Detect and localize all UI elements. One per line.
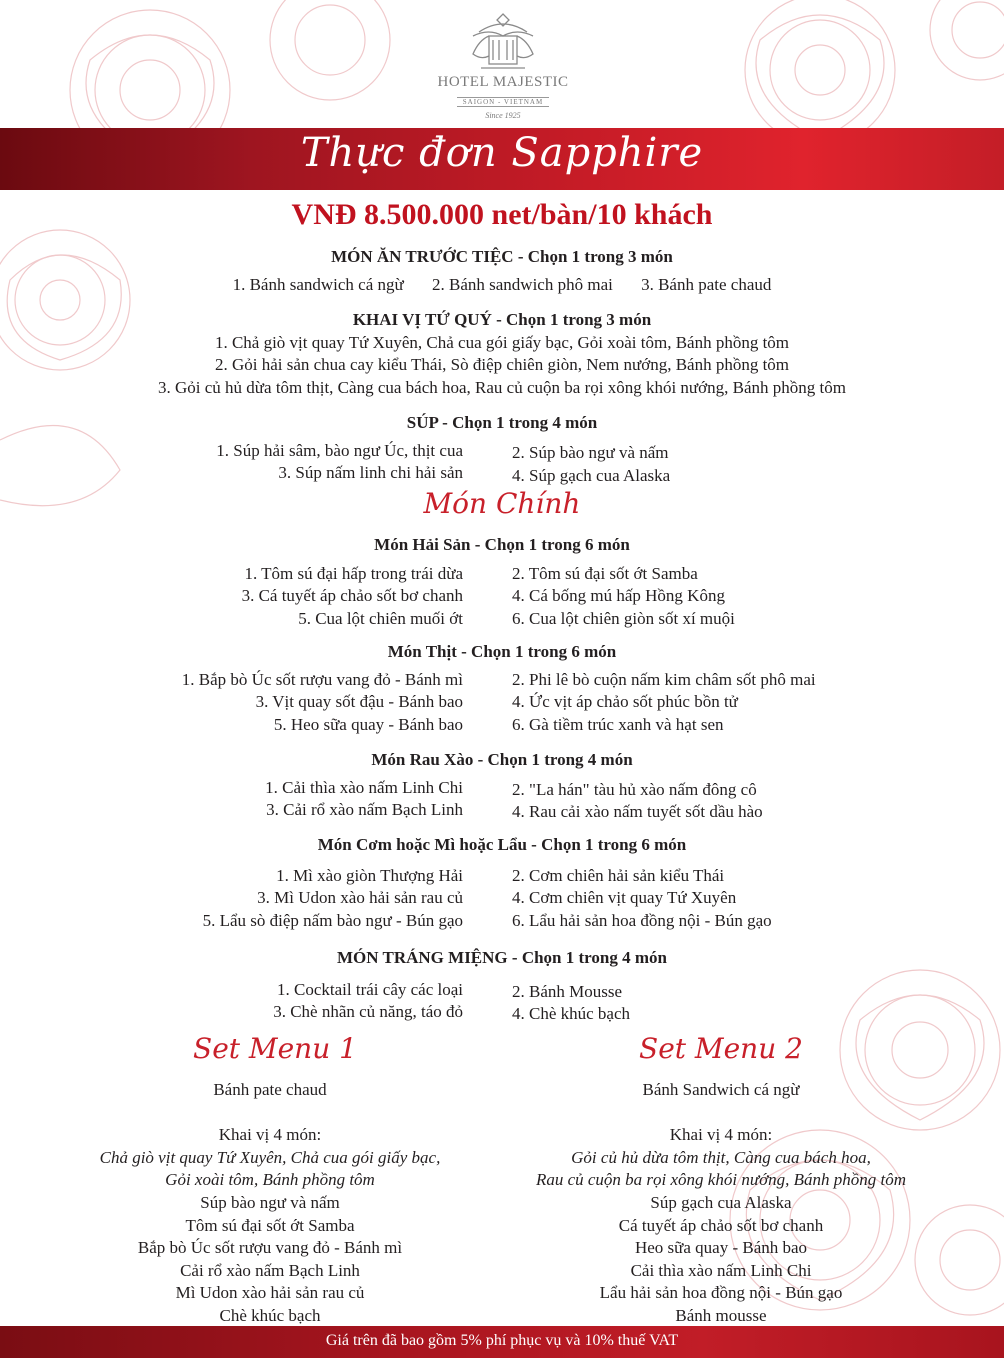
set-starter-line: Gỏi xoài tôm, Bánh phồng tôm xyxy=(165,1170,375,1190)
list-item: 3. Cá tuyết áp chảo sốt bơ chanh xyxy=(241,586,463,605)
choice-text: - Chọn 1 trong 3 món xyxy=(513,247,673,266)
set-item: Mì Udon xào hải sản rau củ xyxy=(175,1283,365,1303)
set-item: Súp gạch cua Alaska xyxy=(650,1192,792,1212)
hotel-name: HOTEL MAJESTIC xyxy=(437,74,569,90)
heading-text: MÓN TRÁNG MIỆNG xyxy=(337,948,508,967)
hotel-location: SAIGON - VIETNAM xyxy=(457,97,549,107)
list-item: 3. Chè nhãn củ năng, táo đỏ xyxy=(273,1002,463,1021)
set-item: Bánh mousse xyxy=(675,1305,767,1325)
main-course-title: Món Chính xyxy=(423,487,581,520)
list-item: 3. Bánh pate chaud xyxy=(641,275,772,294)
choice-text: - Chọn 1 trong 4 món xyxy=(437,413,598,432)
spacer xyxy=(35,1102,505,1125)
choice-text: - Chọn 1 trong 6 món xyxy=(470,535,630,554)
appetizer-items xyxy=(0,275,1004,295)
set-item: Bánh Sandwich cá ngừ xyxy=(642,1080,800,1099)
set-starter-line: Chả giò vịt quay Tứ Xuyên, Chả cua gói giấy bạc, xyxy=(99,1147,441,1167)
set-item: Bắp bò Úc sốt rượu vang đỏ - Bánh mì xyxy=(137,1238,403,1258)
set-starter-line: Rau củ cuộn ba rọi xông khói nướng, Bánh phồng tôm xyxy=(535,1170,907,1190)
heading-text: Món Thịt xyxy=(387,642,457,661)
list-item: 3. Vịt quay sốt đậu - Bánh bao xyxy=(255,692,463,711)
list-item: 6. Lẩu hải sản hoa đồng nội - Bún gạo xyxy=(512,911,772,930)
set-starter-line: Gỏi củ hủ dừa tôm thịt, Càng cua bách hoa, xyxy=(571,1147,871,1167)
list-item: 1. Mì xào giòn Thượng Hải xyxy=(276,866,463,885)
set-item: Cá tuyết áp chảo sốt bơ chanh xyxy=(618,1215,824,1235)
list-item: 5. Cua lột chiên muối ớt xyxy=(298,609,463,628)
list-item: 2. Gỏi hải sản chua cay kiểu Thái, Sò điệp chiên giòn, Nem nướng, Bánh phồng tôm xyxy=(214,355,790,374)
set-starter-label: Khai vị 4 món: xyxy=(218,1125,322,1145)
hotel-since: Since 1925 xyxy=(485,111,521,120)
list-item: 4. Rau cải xào nấm tuyết sốt dầu hào xyxy=(512,802,763,821)
set-item: Tôm sú đại sốt ớt Samba xyxy=(185,1215,355,1235)
choice-text: - Chọn 1 trong 4 món xyxy=(507,948,667,967)
section-heading-rice-noodle-hotpot xyxy=(0,835,1004,855)
footer-note: Giá trên đã bao gồm 5% phí phục vụ và 10% thuế VAT xyxy=(325,1332,679,1349)
list-item: 1. Cải thìa xào nấm Linh Chi xyxy=(265,778,463,797)
list-item: 2. Bánh Mousse xyxy=(512,982,623,1001)
hotel-logo xyxy=(430,10,576,120)
set-menu-1-title: Set Menu 1 xyxy=(193,1032,357,1065)
list-item: 2. Phi lê bò cuộn nấm kim châm sốt phô mai xyxy=(512,670,816,689)
section-heading-meat xyxy=(0,642,1004,662)
heading-text: KHAI VỊ TỨ QUÝ xyxy=(352,310,492,329)
list-item: 2. Súp bào ngư và nấm xyxy=(512,443,669,462)
heading-text: SÚP xyxy=(406,413,438,432)
section-heading-appetizer xyxy=(0,247,1004,267)
set-item: Cải thìa xào nấm Linh Chi xyxy=(630,1260,812,1280)
choice-text: - Chọn 1 trong 6 món xyxy=(526,835,687,854)
list-item: 4. Ức vịt áp chảo sốt phúc bồn tử xyxy=(512,692,738,711)
list-item: 3. Mì Udon xào hải sản rau củ xyxy=(257,888,463,907)
set-item: Heo sữa quay - Bánh bao xyxy=(634,1238,808,1258)
price-line: VNĐ 8.500.000 net/bàn/10 khách xyxy=(291,198,713,231)
list-item: 4. Chè khúc bạch xyxy=(512,1004,631,1023)
set-item: Bánh pate chaud xyxy=(213,1080,327,1099)
section-heading-seafood xyxy=(0,535,1004,555)
list-item: 4. Cơm chiên vịt quay Tứ Xuyên xyxy=(512,888,737,907)
section-heading-vegetables xyxy=(0,750,1004,770)
list-item: 1. Cocktail trái cây các loại xyxy=(277,980,463,999)
spacer xyxy=(486,1102,956,1125)
list-item: 5. Lẩu sò điệp nấm bào ngư - Bún gạo xyxy=(202,911,463,930)
list-item: 6. Gà tiềm trúc xanh và hạt sen xyxy=(512,715,724,734)
set-item: Cải rổ xào nấm Bạch Linh xyxy=(180,1260,360,1280)
set-menu-1 xyxy=(35,1079,505,1328)
list-item: 1. Bánh sandwich cá ngừ xyxy=(232,275,404,294)
list-item: 5. Heo sữa quay - Bánh bao xyxy=(273,715,463,734)
section-heading-dessert xyxy=(0,948,1004,968)
list-item: 3. Gỏi củ hủ dừa tôm thịt, Càng cua bách hoa, Rau củ cuộn ba rọi xông khói nướng, Bánh phồng tôm xyxy=(158,378,846,397)
set-item: Súp bào ngư và nấm xyxy=(200,1192,340,1212)
list-item: 2. Bánh sandwich phô mai xyxy=(432,275,613,294)
set-starter-label: Khai vị 4 món: xyxy=(669,1125,773,1145)
list-item: 2. "La hán" tàu hủ xào nấm đông cô xyxy=(512,780,757,799)
menu-title: Thực đơn Sapphire xyxy=(300,130,704,176)
section-heading-starters xyxy=(0,310,1004,330)
set-item: Lẩu hải sản hoa đồng nội - Bún gạo xyxy=(599,1283,843,1303)
heading-text: MÓN ĂN TRƯỚC TIỆC xyxy=(331,247,514,266)
footer-banner xyxy=(0,1326,1004,1358)
hotel-crest-icon xyxy=(459,10,547,72)
heading-text: Món Hải Sản xyxy=(374,535,471,554)
list-item: 1. Súp hải sâm, bào ngư Úc, thịt cua xyxy=(216,441,463,460)
list-item: 4. Súp gạch cua Alaska xyxy=(512,466,671,485)
set-item: Chè khúc bạch xyxy=(219,1305,321,1325)
heading-text: Món Cơm hoặc Mì hoặc Lẩu xyxy=(317,835,527,854)
list-item: 3. Cải rổ xào nấm Bạch Linh xyxy=(266,800,463,819)
list-item: 1. Bắp bò Úc sốt rượu vang đỏ - Bánh mì xyxy=(181,670,463,689)
list-item: 4. Cá bống mú hấp Hồng Kông xyxy=(512,586,725,605)
list-item: 1. Chả giò vịt quay Tứ Xuyên, Chả cua gói giấy bạc, Gỏi xoài tôm, Bánh phồng tôm xyxy=(214,333,790,352)
set-menu-2-title: Set Menu 2 xyxy=(639,1032,803,1065)
heading-text: Món Rau Xào xyxy=(371,750,474,769)
choice-text: - Chọn 1 trong 3 món xyxy=(491,310,652,329)
set-menu-2 xyxy=(486,1079,956,1328)
title-banner xyxy=(0,128,1004,190)
list-item: 3. Súp nấm linh chi hải sản xyxy=(278,463,463,482)
list-item: 2. Cơm chiên hải sản kiểu Thái xyxy=(512,866,725,885)
list-item: 2. Tôm sú đại sốt ớt Samba xyxy=(512,564,698,583)
list-item: 1. Tôm sú đại hấp trong trái dừa xyxy=(244,564,463,583)
list-item: 6. Cua lột chiên giòn sốt xí muội xyxy=(512,609,735,628)
section-heading-soup xyxy=(0,413,1004,433)
choice-text: - Chọn 1 trong 6 món xyxy=(456,642,617,661)
choice-text: - Chọn 1 trong 4 món xyxy=(473,750,633,769)
